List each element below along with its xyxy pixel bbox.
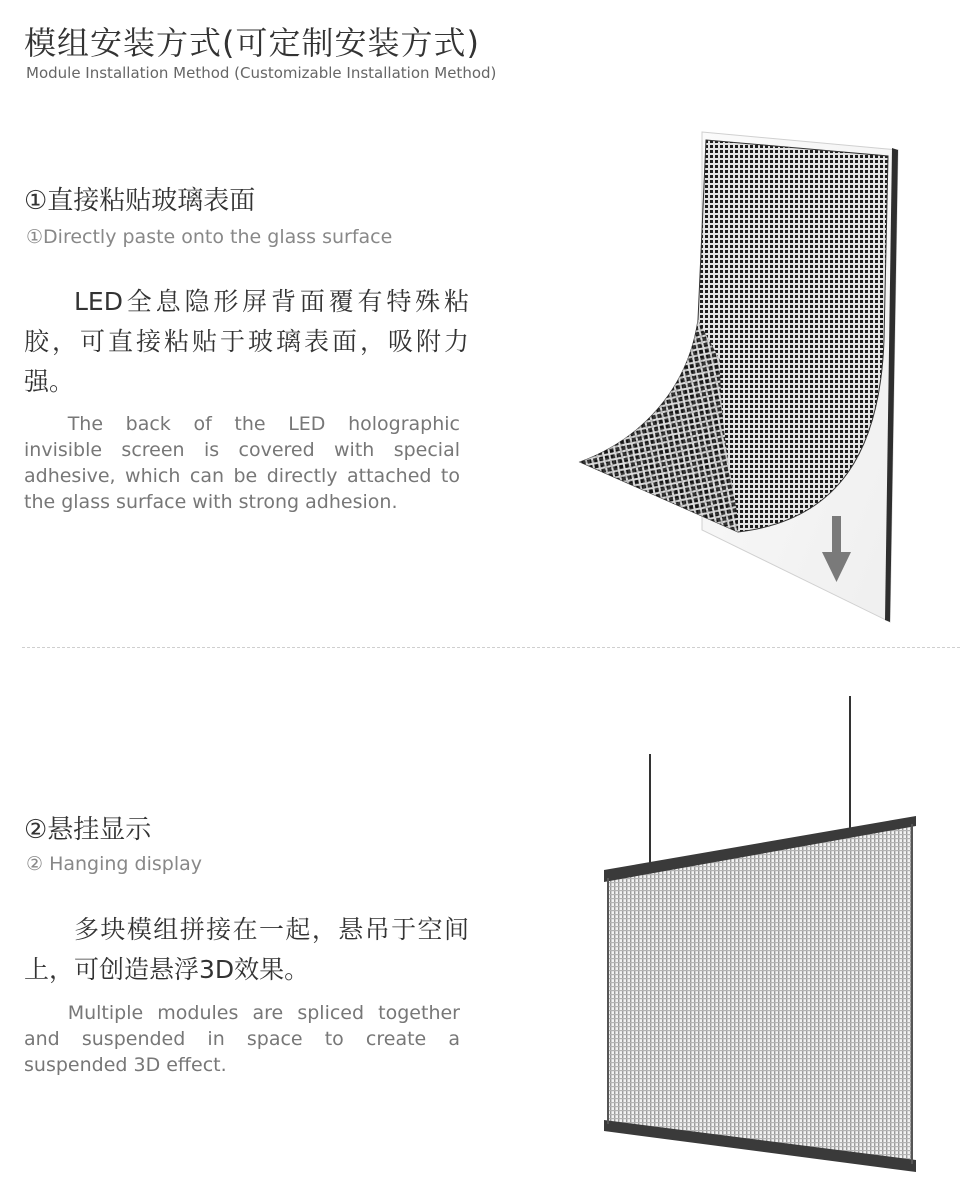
glass-paste-illustration [570, 120, 910, 630]
section-2-subheading: ② Hanging display [26, 853, 202, 875]
section-1-heading: ①直接粘贴玻璃表面 [24, 186, 256, 216]
section-2-heading: ②悬挂显示 [24, 815, 152, 845]
section-1-body-cn: LED全息隐形屏背面覆有特殊粘胶，可直接粘贴于玻璃表面，吸附力强。 [24, 287, 469, 396]
section-2-body-en: Multiple modules are spliced together and suspended in space to create a suspended 3D effect. [24, 1002, 460, 1076]
led-mesh-panel [608, 824, 912, 1164]
section-divider [22, 647, 960, 648]
led-film-curl [580, 320, 738, 532]
section-2-body-cn: 多块模组拼接在一起，悬吊于空间上，可创造悬浮3D效果。 [24, 915, 469, 984]
hanging-display-illustration [598, 694, 922, 1178]
section-1-subheading: ①Directly paste onto the glass surface [26, 226, 393, 248]
page-title: 模组安装方式(可定制安装方式) [24, 24, 480, 62]
section-1-body-en: The back of the LED holographic invisible screen is covered with special adhesive, which can be directly attached to the glass surface with strong adhesion. [24, 413, 460, 513]
page-subtitle: Module Installation Method (Customizable Installation Method) [26, 64, 497, 82]
